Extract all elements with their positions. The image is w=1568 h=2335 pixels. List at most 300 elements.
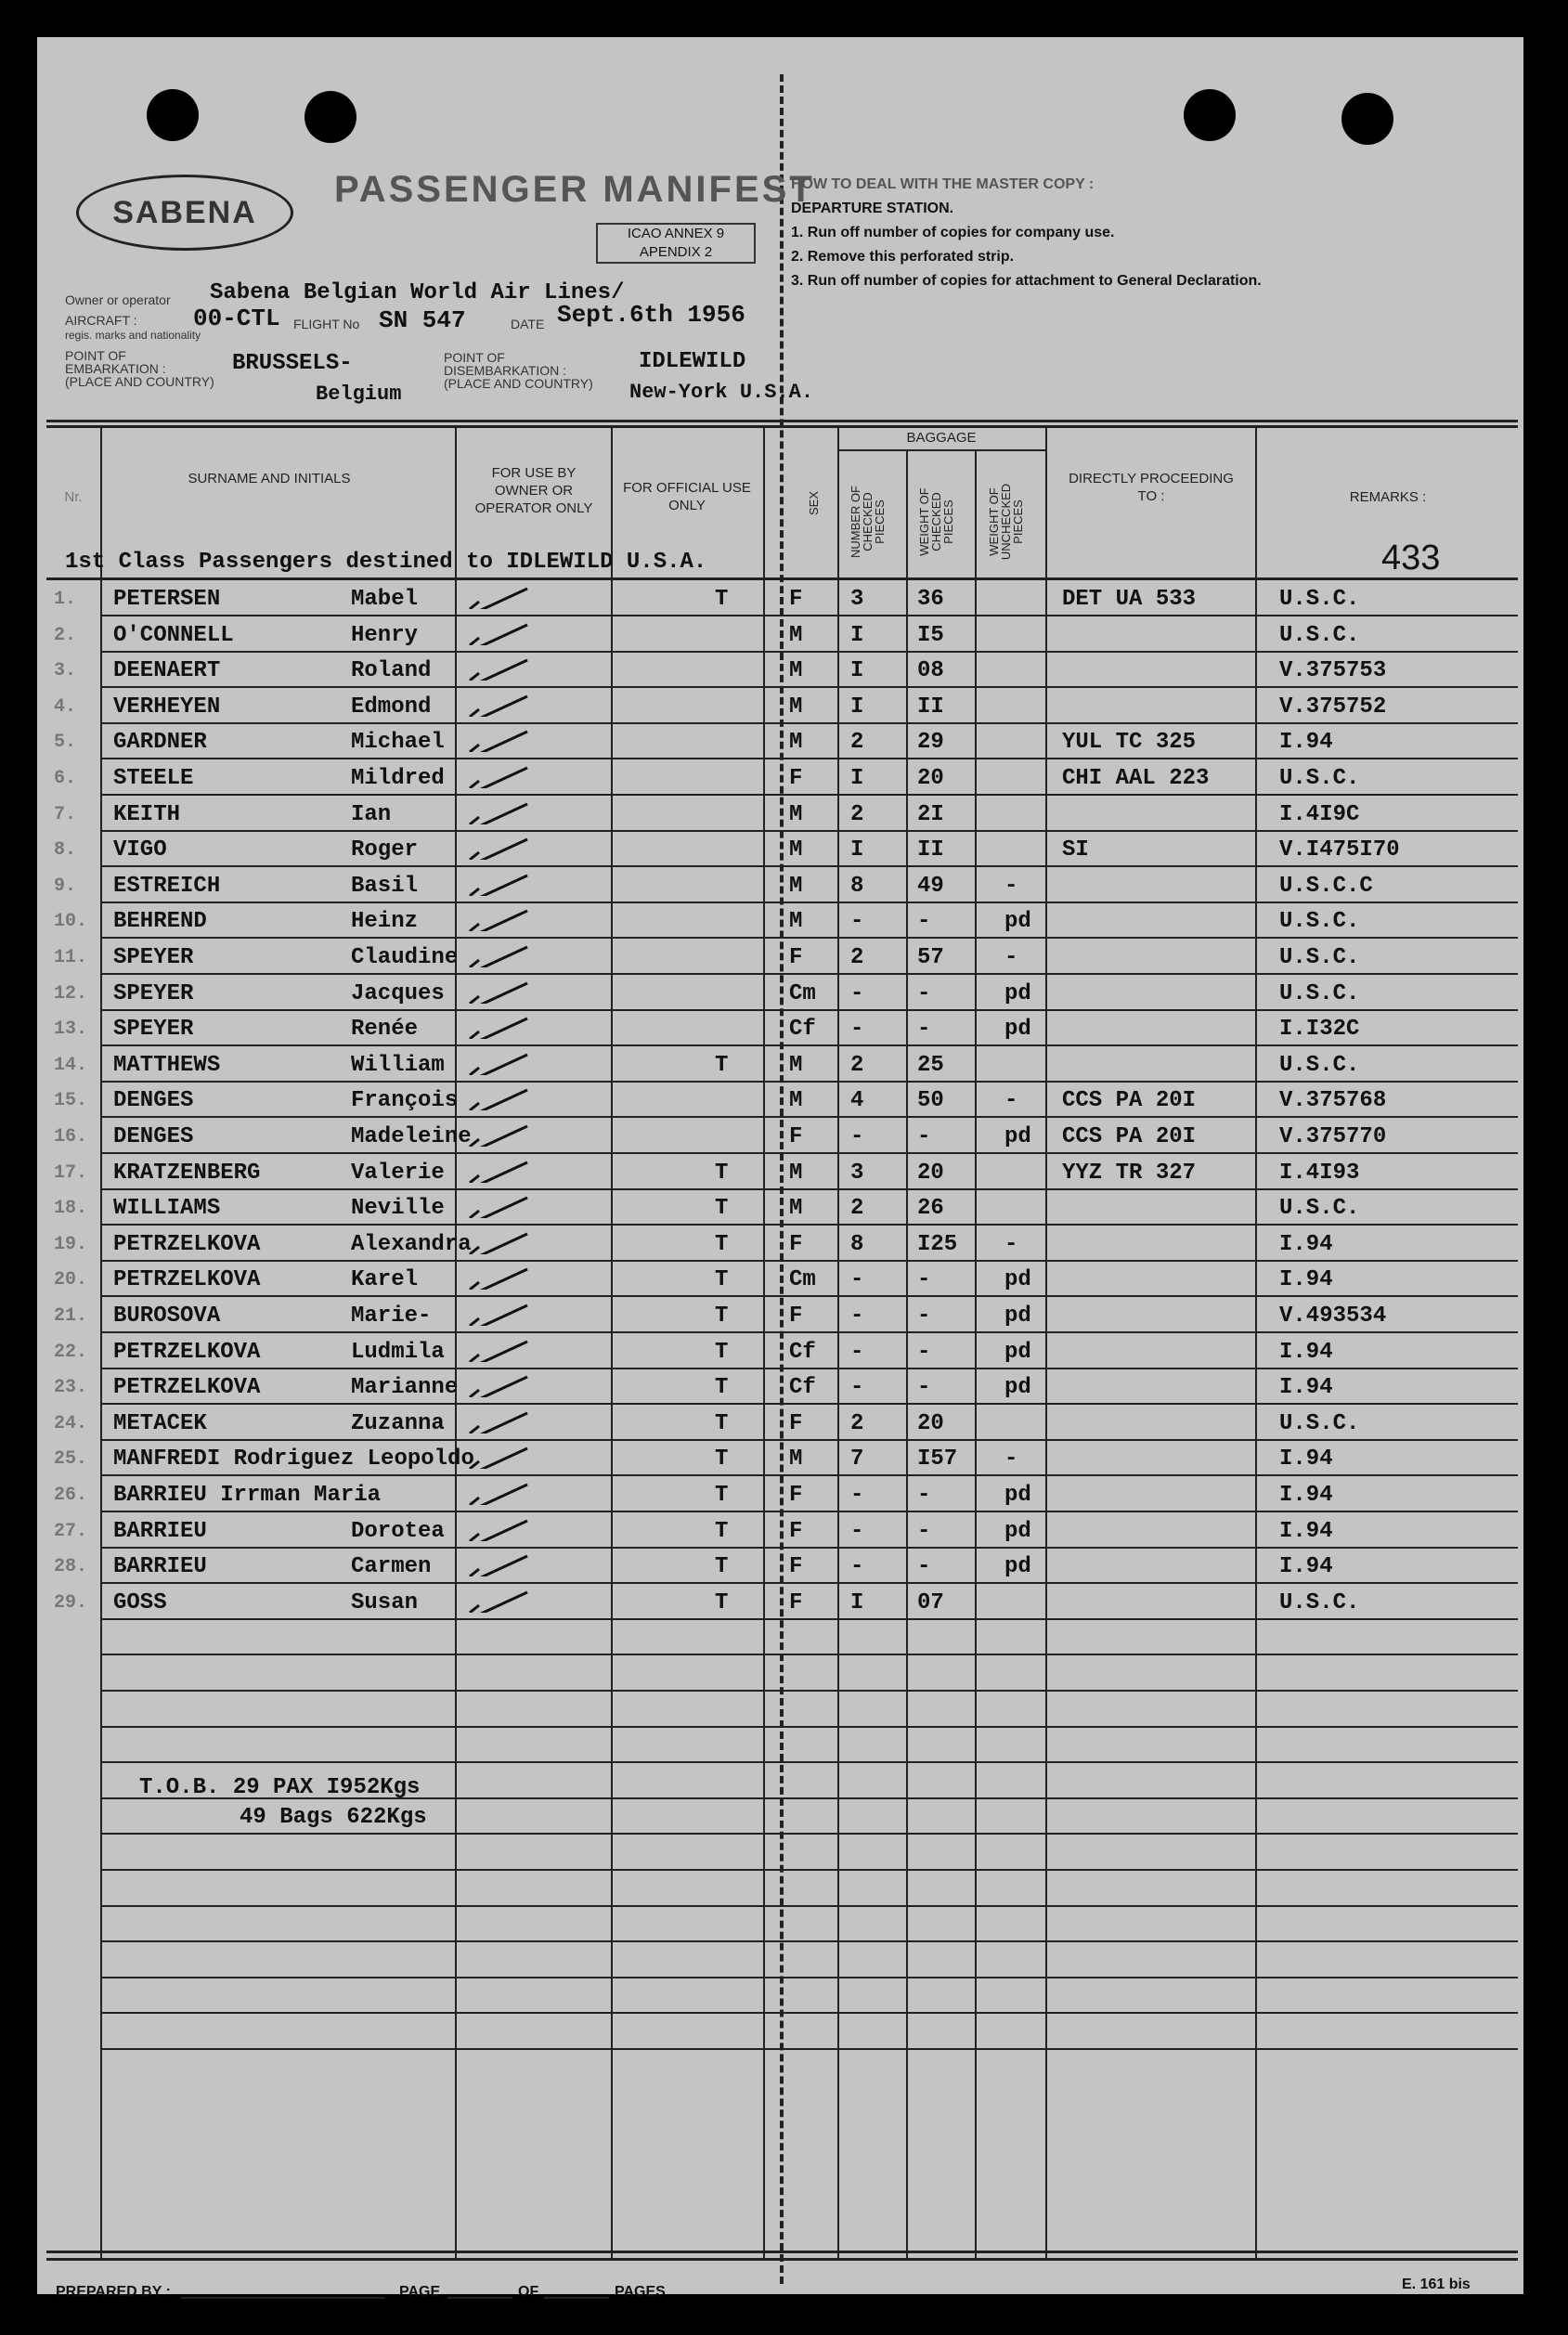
cell-first: Roger (351, 837, 419, 863)
row-rule (100, 1474, 1518, 1476)
cell-remarks: U.S.C. (1279, 980, 1360, 1006)
cell-no: 8. (54, 839, 77, 862)
checkmark-icon (466, 1084, 540, 1110)
cell-surname: SPEYER (113, 980, 194, 1006)
column-divider (837, 427, 839, 2261)
cell-pieces: - (850, 1375, 864, 1401)
cell-unchecked: - (1004, 1446, 1018, 1472)
cell-pieces: I (850, 622, 864, 648)
cell-remarks: V.375768 (1279, 1088, 1387, 1114)
col-official-header: FOR OFFICIAL USE ONLY (623, 480, 751, 513)
cell-first: François (351, 1088, 459, 1114)
checkmark-icon (466, 691, 540, 717)
cell-no: 3. (54, 660, 77, 682)
cell-weight: 50 (917, 1088, 944, 1114)
cell-weight: - (917, 1124, 931, 1149)
of-line (544, 2297, 609, 2299)
cell-unchecked: pd (1004, 1124, 1031, 1149)
cell-weight: - (917, 1554, 931, 1580)
checkmark-icon (466, 1264, 540, 1290)
cell-sex: M (789, 1052, 803, 1078)
cell-weight: I25 (917, 1231, 958, 1257)
cell-remarks: U.S.C. (1279, 1410, 1360, 1436)
cell-official: T (715, 1410, 729, 1436)
row-rule (100, 1081, 1518, 1083)
checkmark-icon (466, 978, 540, 1004)
cell-remarks: I.94 (1279, 1339, 1333, 1365)
cell-sex: M (789, 801, 803, 827)
disembark-label: DISEMBARKATION : (444, 363, 566, 378)
checkmark-icon (466, 1371, 540, 1397)
cell-surname: WILLIAMS (113, 1196, 221, 1222)
cell-no: 24. (54, 1412, 88, 1434)
row-rule (100, 1547, 1518, 1549)
cell-pieces: 2 (850, 730, 864, 756)
cell-weight: - (917, 980, 931, 1006)
column-divider (1255, 427, 1257, 2261)
cell-surname: KRATZENBERG (113, 1160, 261, 1186)
instruction-line: 2. Remove this perforated strip. (791, 249, 1015, 265)
row-rule (100, 758, 1518, 759)
row-rule (100, 1761, 1518, 1763)
cell-sex: M (789, 1446, 803, 1472)
cell-remarks: I.94 (1279, 730, 1333, 756)
cell-proceed: CCS PA 20I (1062, 1124, 1197, 1149)
cell-official: T (715, 1196, 729, 1222)
cell-sex: Cf (789, 1017, 816, 1043)
column-divider (100, 427, 102, 2261)
cell-surname: METACEK (113, 1410, 207, 1436)
header-bottom-rule (46, 577, 1518, 580)
row-rule (100, 1833, 1518, 1835)
row-rule (100, 1977, 1518, 1978)
cell-surname: ESTREICH (113, 873, 221, 899)
checkmark-icon (466, 941, 540, 967)
cell-pieces: - (850, 1124, 864, 1149)
row-rule (100, 1511, 1518, 1512)
cell-surname: O'CONNELL (113, 622, 234, 648)
embark-value: BRUSSELS- (232, 351, 353, 376)
row-rule (100, 865, 1518, 867)
cell-surname: MATTHEWS (113, 1052, 221, 1078)
cell-pieces: I (850, 837, 864, 863)
cell-remarks: V.375770 (1279, 1124, 1387, 1149)
disembark-label: (PLACE AND COUNTRY) (444, 376, 593, 391)
col-baggage-header: BAGGAGE (906, 430, 977, 446)
cell-official: T (715, 1267, 729, 1293)
cell-pieces: I (850, 694, 864, 720)
checkmark-icon (466, 655, 540, 681)
cell-weight: 25 (917, 1052, 944, 1078)
cell-first: Jacques (351, 980, 445, 1006)
cell-sex: M (789, 1196, 803, 1222)
cell-weight: - (917, 1339, 931, 1365)
cell-official: T (715, 1589, 729, 1615)
cell-surname: PETRZELKOVA (113, 1231, 261, 1257)
cell-pieces: - (850, 1483, 864, 1508)
col-no-header: Nr. (64, 489, 83, 505)
cell-official: T (715, 1304, 729, 1329)
cell-unchecked: pd (1004, 1554, 1031, 1580)
cell-first: Marianne (351, 1375, 459, 1401)
cell-official: T (715, 1483, 729, 1508)
cell-sex: Cf (789, 1375, 816, 1401)
cell-weight: I5 (917, 622, 944, 648)
cell-no: 5. (54, 732, 77, 754)
baggage-rule (837, 449, 1045, 451)
cell-first: Zuzanna (351, 1410, 445, 1436)
cell-first: Susan (351, 1589, 419, 1615)
col-owner-header: FOR USE BY OWNER OR OPERATOR ONLY (474, 465, 593, 516)
row-rule (100, 1260, 1518, 1262)
column-divider (1045, 427, 1047, 2261)
checkmark-icon (466, 870, 540, 896)
cell-weight: - (917, 909, 931, 935)
cell-proceed: YUL TC 325 (1062, 730, 1197, 756)
cell-no: 29. (54, 1591, 88, 1614)
cell-no: 1. (54, 589, 77, 610)
cell-first: Valerie (351, 1160, 445, 1186)
cell-sex: Cm (789, 980, 816, 1006)
cell-pieces: 3 (850, 587, 864, 612)
instruction-line: DEPARTURE STATION. (791, 201, 954, 216)
cell-remarks: V.I475I70 (1279, 837, 1400, 863)
cell-sex: Cm (789, 1267, 816, 1293)
cell-surname: GOSS (113, 1589, 167, 1615)
cell-no: 17. (54, 1161, 88, 1184)
cell-surname: DENGES (113, 1088, 194, 1114)
cell-no: 12. (54, 982, 88, 1005)
cell-first: William (351, 1052, 445, 1078)
cell-surname: PETRZELKOVA (113, 1267, 261, 1293)
cell-remarks: U.S.C. (1279, 945, 1360, 970)
cell-remarks: I.94 (1279, 1375, 1333, 1401)
col-proceeding-header: DIRECTLY PROCEEDING TO : (1069, 471, 1234, 504)
cell-sex: F (789, 1410, 803, 1436)
cell-pieces: 2 (850, 801, 864, 827)
page-label: PAGE (399, 2284, 441, 2300)
cell-pieces: 8 (850, 1231, 864, 1257)
cell-remarks: U.S.C. (1279, 1052, 1360, 1078)
cell-first: Carmen (351, 1554, 432, 1580)
cell-sex: F (789, 1304, 803, 1329)
cell-pieces: 2 (850, 1052, 864, 1078)
row-rule (100, 1152, 1518, 1154)
cell-official: T (715, 1446, 729, 1472)
cell-official: T (715, 1554, 729, 1580)
owner-value: Sabena Belgian World Air Lines/ (210, 280, 625, 305)
cell-first: Basil (351, 873, 419, 899)
cell-no: 10. (54, 911, 88, 933)
embark-label: (PLACE AND COUNTRY) (65, 374, 214, 389)
checkmark-icon (466, 1515, 540, 1541)
cell-remarks: I.4I93 (1279, 1160, 1360, 1186)
cell-unchecked: - (1004, 945, 1018, 970)
cell-sex: F (789, 945, 803, 970)
checkmark-icon (466, 726, 540, 752)
cell-weight: I57 (917, 1446, 958, 1472)
cell-no: 6. (54, 768, 77, 789)
cell-remarks: V.375752 (1279, 694, 1387, 720)
cell-weight: 2I (917, 801, 944, 827)
col-unchecked-weight-header: WEIGHT OF UNCHECKED PIECES (987, 483, 1025, 561)
cell-surname: BARRIEU (113, 1518, 207, 1544)
cell-no: 2. (54, 624, 77, 646)
cell-sex: F (789, 1231, 803, 1257)
cell-proceed: YYZ TR 327 (1062, 1160, 1197, 1186)
page-number: 433 (1381, 538, 1441, 577)
cell-remarks: U.S.C. (1279, 766, 1360, 791)
cell-weight: - (917, 1017, 931, 1043)
cell-weight: 08 (917, 658, 944, 684)
cell-remarks: U.S.C. (1279, 1589, 1360, 1615)
row-rule (100, 1188, 1518, 1190)
cell-pieces: I (850, 766, 864, 791)
cell-weight: 07 (917, 1589, 944, 1615)
cell-no: 14. (54, 1054, 88, 1076)
row-rule (100, 1869, 1518, 1871)
row-rule (100, 1224, 1518, 1226)
prepared-by-line (181, 2297, 385, 2299)
cell-official: T (715, 1375, 729, 1401)
row-rule (100, 1116, 1518, 1118)
cell-weight: - (917, 1304, 931, 1329)
instruction-heading: HOW TO DEAL WITH THE MASTER COPY : (791, 176, 1095, 192)
cell-no: 7. (54, 803, 77, 825)
cell-first: Heinz (351, 909, 419, 935)
cell-surname: SPEYER (113, 945, 194, 970)
row-rule (100, 1690, 1518, 1692)
column-divider (455, 427, 457, 2261)
prepared-by-label: PREPARED BY : (56, 2284, 171, 2300)
cell-unchecked: pd (1004, 909, 1031, 935)
instruction-line: 1. Run off number of copies for company use. (791, 225, 1115, 240)
cell-surname: PETERSEN (113, 587, 221, 612)
section-title: 1st Class Passengers destined to IDLEWILD U.S.A. (65, 550, 707, 575)
manifest-sheet (37, 37, 1523, 2300)
checkmark-icon (466, 905, 540, 931)
col-sex-header: SEX (807, 491, 821, 516)
cell-remarks: I.94 (1279, 1518, 1333, 1544)
col-surname-header: SURNAME AND INITIALS (188, 471, 351, 486)
cell-unchecked: - (1004, 1088, 1018, 1114)
cell-surname: STEELE (113, 766, 194, 791)
row-rule (100, 1009, 1518, 1011)
cell-weight: - (917, 1483, 931, 1508)
cell-weight: 20 (917, 766, 944, 791)
cell-surname: PETRZELKOVA (113, 1339, 261, 1365)
cell-remarks: V.493534 (1279, 1304, 1387, 1329)
cell-no: 23. (54, 1377, 88, 1399)
cell-weight: 20 (917, 1160, 944, 1186)
cell-first: Renée (351, 1017, 419, 1043)
cell-surname: GARDNER (113, 730, 207, 756)
cell-unchecked: - (1004, 873, 1018, 899)
cell-remarks: U.S.C. (1279, 909, 1360, 935)
cell-pieces: - (850, 980, 864, 1006)
cell-sex: M (789, 730, 803, 756)
cell-surname: BARRIEU (113, 1554, 207, 1580)
column-divider (763, 427, 765, 2261)
cell-no: 19. (54, 1233, 88, 1255)
table-bottom-rule (46, 2258, 1518, 2261)
cell-weight: II (917, 837, 944, 863)
cell-pieces: - (850, 909, 864, 935)
checkmark-icon (466, 1336, 540, 1362)
checkmark-icon (466, 1550, 540, 1576)
row-rule (100, 1940, 1518, 1942)
embark-country: Belgium (316, 383, 402, 406)
instruction-line: 3. Run off number of copies for attachment to General Declaration. (791, 273, 1262, 289)
row-rule (100, 1654, 1518, 1655)
cell-unchecked: pd (1004, 1267, 1031, 1293)
cell-first: Ludmila (351, 1339, 445, 1365)
cell-first: Karel (351, 1267, 419, 1293)
cell-sex: M (789, 658, 803, 684)
cell-surname: BEHREND (113, 909, 207, 935)
cell-weight: 36 (917, 587, 944, 612)
cell-first: Claudine (351, 945, 459, 970)
cell-weight: - (917, 1267, 931, 1293)
icao-box (596, 223, 756, 264)
cell-first: Marie- (351, 1304, 432, 1329)
cell-sex: M (789, 837, 803, 863)
page-line (447, 2297, 512, 2299)
cell-surname: MANFREDI Rodriguez Leopoldo (113, 1446, 474, 1472)
cell-remarks: I.I32C (1279, 1017, 1360, 1043)
checkmark-icon (466, 1049, 540, 1075)
pages-label: PAGES (615, 2284, 666, 2300)
checkmark-icon (466, 834, 540, 860)
embark-label: POINT OF (65, 348, 126, 363)
row-rule (100, 973, 1518, 975)
cell-no: 28. (54, 1556, 88, 1578)
cell-remarks: V.375753 (1279, 658, 1387, 684)
cell-no: 21. (54, 1305, 88, 1327)
table-bottom-rule (46, 2251, 1518, 2253)
cell-pieces: I (850, 1589, 864, 1615)
cell-weight: 29 (917, 730, 944, 756)
cell-pieces: - (850, 1339, 864, 1365)
cell-surname: VIGO (113, 837, 167, 863)
cell-official: T (715, 1231, 729, 1257)
cell-weight: 49 (917, 873, 944, 899)
cell-unchecked: pd (1004, 1375, 1031, 1401)
cell-weight: - (917, 1518, 931, 1544)
cell-pieces: - (850, 1304, 864, 1329)
cell-official: T (715, 1518, 729, 1544)
cell-remarks: I.4I9C (1279, 801, 1360, 827)
punch-hole (1184, 89, 1236, 141)
cell-no: 27. (54, 1520, 88, 1542)
cell-proceed: CHI AAL 223 (1062, 766, 1210, 791)
punch-hole (147, 89, 199, 141)
cell-first: Ian (351, 801, 392, 827)
cell-no: 15. (54, 1090, 88, 1112)
cell-sex: M (789, 1088, 803, 1114)
flight-value: SN 547 (379, 306, 466, 334)
cell-first: Dorotea (351, 1518, 445, 1544)
cell-unchecked: pd (1004, 1304, 1031, 1329)
cell-surname: SPEYER (113, 1017, 194, 1043)
col-checked-pieces-header: NUMBER OF CHECKED PIECES (849, 486, 887, 558)
cell-pieces: 8 (850, 873, 864, 899)
row-rule (100, 1582, 1518, 1584)
cell-first: Madeleine (351, 1124, 472, 1149)
cell-pieces: I (850, 658, 864, 684)
cell-remarks: U.S.C. (1279, 1196, 1360, 1222)
cell-surname: BUROSOVA (113, 1304, 221, 1329)
cell-no: 13. (54, 1018, 88, 1041)
row-rule (100, 1331, 1518, 1333)
cell-no: 4. (54, 695, 77, 718)
cell-proceed: CCS PA 20I (1062, 1088, 1197, 1114)
cell-weight: - (917, 1375, 931, 1401)
checkmark-icon (466, 1479, 540, 1505)
table-top-rule (46, 425, 1518, 428)
cell-first: Edmond (351, 694, 432, 720)
cell-first: Michael (351, 730, 445, 756)
cell-unchecked: pd (1004, 1483, 1031, 1508)
row-rule (100, 615, 1518, 616)
cell-remarks: U.S.C. (1279, 587, 1360, 612)
cell-remarks: U.S.C.C (1279, 873, 1373, 899)
row-rule (100, 937, 1518, 939)
row-rule (100, 2048, 1518, 2050)
cell-pieces: - (850, 1518, 864, 1544)
cell-sex: M (789, 909, 803, 935)
row-rule (100, 722, 1518, 724)
cell-no: 11. (54, 947, 88, 968)
row-rule (100, 1368, 1518, 1369)
cell-remarks: I.94 (1279, 1554, 1333, 1580)
cell-pieces: 4 (850, 1088, 864, 1114)
cell-remarks: I.94 (1279, 1267, 1333, 1293)
cell-no: 25. (54, 1448, 88, 1471)
cell-remarks: I.94 (1279, 1446, 1333, 1472)
cell-sex: M (789, 1160, 803, 1186)
cell-remarks: U.S.C. (1279, 622, 1360, 648)
cell-unchecked: - (1004, 1231, 1018, 1257)
cell-sex: F (789, 1589, 803, 1615)
checkmark-icon (466, 1121, 540, 1147)
cell-sex: F (789, 587, 803, 612)
row-rule (100, 794, 1518, 796)
cell-sex: M (789, 873, 803, 899)
cell-proceed: SI (1062, 837, 1089, 863)
checkmark-icon (466, 1300, 540, 1326)
checkmark-icon (466, 583, 540, 609)
cell-pieces: - (850, 1267, 864, 1293)
cell-first: Alexandra (351, 1231, 472, 1257)
row-rule (100, 651, 1518, 653)
cell-sex: M (789, 622, 803, 648)
cell-sex: F (789, 1124, 803, 1149)
cell-first: Neville (351, 1196, 445, 1222)
cell-remarks: I.94 (1279, 1231, 1333, 1257)
row-rule (100, 1439, 1518, 1441)
manifest-title: PASSENGER MANIFEST (334, 169, 815, 210)
icao-line: ICAO ANNEX 9 (627, 226, 725, 241)
totals-line: 49 Bags 622Kgs (240, 1805, 427, 1830)
cell-weight: 20 (917, 1410, 944, 1436)
cell-pieces: 2 (850, 945, 864, 970)
icao-line: APENDIX 2 (639, 244, 713, 260)
of-label: OF (518, 2284, 539, 2300)
cell-no: 9. (54, 875, 77, 897)
date-value: Sept.6th 1956 (557, 301, 745, 329)
cell-surname: KEITH (113, 801, 181, 827)
